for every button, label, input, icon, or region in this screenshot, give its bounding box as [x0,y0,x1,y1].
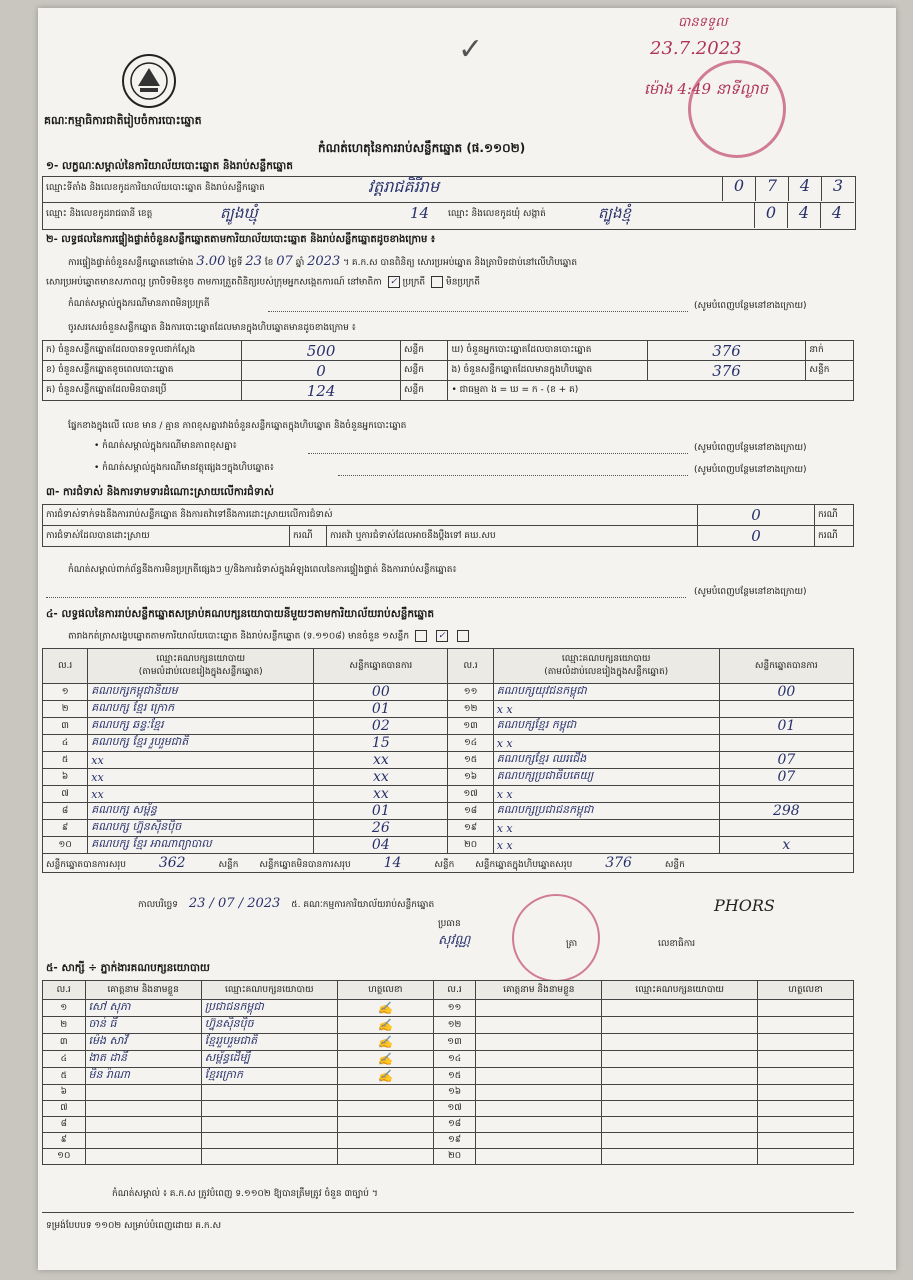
seal-line: សោរប្រអប់ឆ្នោតមានសភាពល្អ ត្រាបិទមិនខូច តាមការត្រួតពិនិត្យរបស់ក្រុមអ្នកសង្កេតការណ៍ នៅមាតិកា ✓ ប្រក្រតី មិនប្រក្រតី [46,277,480,288]
section2-heading: ២- លទ្ធផលនៃការផ្ទៀងផ្ទាត់ចំនួនសន្លឹកឆ្នោតតាមការិយាល័យបោះឆ្នោត និងរាប់សន្លឹកឆ្នោតដូចខាងក្រោម ៖ [46,234,436,245]
location-value: វត្តរាជគិរីរាម [368,177,440,196]
count-value: 124 [242,381,401,401]
row-number: ១០ [43,837,88,854]
footnote: កំណត់សម្គាល់ ៖ គ.ក.ស ត្រូវបំពេញ ទ.១១០២ ឱ្យបានត្រឹមត្រូវ ចំនួន ៣ច្បាប់ ។ [112,1189,378,1199]
count-unit: នាក់ [806,341,854,361]
table-row [43,718,854,735]
row-number: ១៨ [448,803,493,820]
fill-hint-3: (សូមបំពេញបន្ថែមនៅខាងក្រោយ) [694,465,807,475]
party-votes: 00 [314,684,448,701]
table-row [43,803,854,820]
witness-signature [337,1149,433,1165]
checkmark-icon: ✓ [458,32,484,67]
irregularity-note: កំណត់សម្គាល់ពាក់ព័ន្ធនឹងការមិនប្រក្រតីផ្សេងៗ ឬ/និងការជំទាស់ក្នុងអំឡុងពេលនៃការផ្ទៀងផ្ទាត់ និងការរាប់សន្លឹកឆ្នោត៖ [68,565,457,575]
row-number: ១៧ [448,786,493,803]
complaints-value: 0 [698,505,815,526]
row-number: ៦ [43,769,88,786]
party-votes [719,735,853,752]
total-invalid-value: 14 [383,854,402,871]
section5-heading: ៥- សាក្សី ÷ ភ្នាក់ងារគណបក្សនយោបាយ [46,962,210,974]
normal-checkbox[interactable]: ✓ [388,276,400,288]
witness-signature [337,1117,433,1133]
witness-name [85,1149,201,1165]
witness-signature [758,1017,854,1034]
complaints-table: ការជំទាស់ទាក់ទងនឹងការរាប់សន្លឹកឆ្នោត និងការតវ៉ាទៅនឹងការដោះស្រាយលើការជំទាស់ 0 ករណី ការជំទាស់ដែលបានដោះស្រាយ ករណី ការតវ៉ា ឬការជំទាស់ដែលអាចនឹងប្តឹងទៅ គឃ.សប 0 ករណី [42,504,854,547]
received-label: បានទទួល [678,15,728,30]
org-name: គណៈកម្មាធិការជាតិរៀបចំការបោះឆ្នោត [44,114,202,127]
row-number: ១៨ [433,1117,476,1133]
party-name: គណបក្ស ខ្មែរ ក្រោក [88,701,314,718]
row-number: ៤ [43,735,88,752]
witness-name [476,1101,602,1117]
witness-table: ល.រ គោត្តនាម និងនាមខ្លួន ឈ្មោះគណបក្សនយោបាយ ហត្ថលេខា ល.រ គោត្តនាម និងនាមខ្លួន ឈ្មោះគណបក្សនយោបាយ ហត្ថលេខា ១ សៅ សុភា ប្រជាជនកម្ពុជា ✍ ១១ ២ ចាន់ ធី ហ្វ៊ុនស៊ិនប៉ិច ✍ ១២ ៣ ម៉េង សាវី ខ្មែររួបរួមជាតិ ✍ ១៣ ៤ ងាត ដានី សម្ព័ន្ធដើម្បី ✍ ១៤ ៥ មិន រ៉ាណា ខ្មែរក្រោក ✍ ១៥ ៦ ១៦ ៧ ១៧ ៨ ១៨ ៩ ១៩ ១០ ២០ [42,980,854,1165]
date-line: កាលបរិច្ឆេទ 23 / 07 / 2023 ៥. គណៈកម្មការការិយាល័យរាប់សន្លឹកឆ្នោត [138,896,435,911]
row-number: ២ [43,701,88,718]
sheet-checkbox-3[interactable] [457,630,469,642]
party-votes: 00 [719,684,853,701]
party-votes: 26 [314,820,448,837]
row-number: ១៦ [448,769,493,786]
row-number: ១៣ [433,1034,476,1051]
witness-name: មិន រ៉ាណា [85,1068,201,1085]
witness-name [476,1000,602,1017]
witness-name [476,1051,602,1068]
witness-name [476,1017,602,1034]
province-value: ត្បូងឃ្មុំ [220,204,258,222]
witness-name: ចាន់ ធី [85,1017,201,1034]
verify-year: 2023 [307,254,341,269]
section1-heading: ១- លក្ខណៈសម្គាល់នៃការិយាល័យបោះឆ្នោត និងរាប់សន្លឹកឆ្នោត [46,160,293,172]
row-number: ១៦ [433,1085,476,1101]
party-votes: 01 [719,718,853,735]
section3-heading: ៣- ការជំទាស់ និងការទាមទារដំណោះស្រាយលើការជំទាស់ [46,486,274,498]
party-votes [719,701,853,718]
party-name: គណបក្ស ខ្មែរ​ អាណាព្យាបាល [88,837,314,854]
party-votes: 298 [719,803,853,820]
row-number: ១៤ [448,735,493,752]
witness-signature [758,1085,854,1101]
witness-name: ងាត ដានី [85,1051,201,1068]
witness-party: ខ្មែររួបរួមជាតិ [201,1034,337,1051]
party-name: គណបក្សខ្មែរ​ កម្ពុជា [493,718,719,735]
fill-hint-4: (សូមបំពេញបន្ថែមនៅខាងក្រោយ) [694,587,807,597]
party-name: x x [493,837,719,854]
fill-hint-1: (សូមបំពេញបន្ថែមនៅខាងក្រោយ) [694,301,807,311]
resolved-label: ការជំទាស់ដែលបានដោះស្រាយ [43,526,290,547]
party-name: គណបក្ស ហ្វ៊ុនស៊ិនប៉ិច [88,820,314,837]
witness-party [602,1068,758,1085]
table-row [43,1017,854,1034]
party-votes: 07 [719,752,853,769]
party-name: គណបក្ស ខ្មែរ រួបរួមជាតិ [88,735,314,752]
witness-party: សម្ព័ន្ធដើម្បី [201,1051,337,1068]
row-number: ២០ [448,837,493,854]
party-name: គណបក្សយុវជនកម្ពុជា [493,684,719,701]
form-page [38,8,896,1270]
party-name: គណបក្សប្រជាធិបតេយ្យ [493,769,719,786]
witness-signature: ✍ [337,1068,433,1085]
witness-party [602,1149,758,1165]
table-row [43,1034,854,1051]
verify-day: 23 [245,254,262,269]
witness-name: ម៉េង សាវី [85,1034,201,1051]
count-label: ក) ចំនួនសន្លឹកឆ្នោតដែលបានទទួលជាក់ស្តែង [43,341,242,361]
witness-name: សៅ សុភា [85,1000,201,1017]
witness-name [85,1117,201,1133]
chair-label: ប្រធាន [438,919,461,929]
witness-signature [758,1034,854,1051]
row-number: ៥ [43,1068,86,1085]
party-name: x x [493,735,719,752]
witness-party [201,1149,337,1165]
table-row [43,1051,854,1068]
appeal-value: 0 [698,526,815,547]
abnormal-note-label: កំណត់សម្គាល់ក្នុងករណីមានភាពមិនប្រក្រតី [68,299,210,309]
witness-signature [337,1085,433,1101]
row-number: ១៥ [433,1068,476,1085]
row-number: ១៩ [433,1133,476,1149]
witness-party [602,1051,758,1068]
row-number: ១២ [448,701,493,718]
row-number: ៣ [43,1034,86,1051]
witness-signature [337,1133,433,1149]
row-number: ១៩ [448,820,493,837]
party-votes: xx [314,769,448,786]
stamp-label: ត្រា [566,939,578,949]
party-votes [719,786,853,803]
objects-note-label: • កំណត់សម្គាល់ក្នុងករណីមានវត្ថុផ្សេងៗក្នុងហិបឆ្នោត៖ [94,463,274,473]
witness-name [476,1085,602,1101]
party-name: xx [88,769,314,786]
table-row [43,786,854,803]
table-row [43,837,854,854]
fill-hint-2: (សូមបំពេញបន្ថែមនៅខាងក្រោយ) [694,443,807,453]
count-value: 376 [647,361,806,381]
party-votes: 15 [314,735,448,752]
count-unit: សន្លឹក [400,341,448,361]
province-code: 14 [410,204,430,222]
count-value: 0 [242,361,401,381]
party-name: xx [88,786,314,803]
location-label: ឈ្មោះទីតាំង និងលេខកូដការិយាល័យបោះឆ្នោត និងរាប់សន្លឹកឆ្នោត [46,183,265,193]
party-name: គណបក្ស សម្ព័ន្ធ [88,803,314,820]
secretary-name: PHORS [714,896,775,915]
row-number: ៨ [43,803,88,820]
complaints-label: ការជំទាស់ទាក់ទងនឹងការរាប់សន្លឹកឆ្នោត និងការតវ៉ាទៅនឹងការដោះស្រាយលើការជំទាស់ [43,505,698,526]
party-votes: 07 [719,769,853,786]
count-row [43,341,854,361]
witness-name [476,1133,602,1149]
row-number: ២ [43,1017,86,1034]
witness-signature: ✍ [337,1051,433,1068]
row-number: ៩ [43,1133,86,1149]
witness-party [602,1085,758,1101]
appeal-label: ការតវ៉ា ឬការជំទាស់ដែលអាចនឹងប្តឹងទៅ គឃ.សប [327,526,698,547]
row-number: ៨ [43,1117,86,1133]
party-name: គណបក្ស ឆន្ទៈខ្មែរ [88,718,314,735]
count-label: គ) ចំនួនសន្លឹកឆ្នោតដែលមិនបានប្រើ [43,381,242,401]
witness-signature [758,1068,854,1085]
sheet-checkbox-2[interactable]: ✓ [436,630,448,642]
count-unit: សន្លឹក [806,361,854,381]
count-unit: សន្លឹក [400,381,448,401]
row-number: ២០ [433,1149,476,1165]
received-date: 23.7.2023 [650,38,742,59]
witness-party [602,1133,758,1149]
table-row [43,1117,854,1133]
party-results-table: ល.រ ឈ្មោះគណបក្សនយោបាយ (តាមលំដាប់លេខរៀងក្នុងសន្លឹកឆ្នោត) សន្លឹកឆ្នោតបានការ ល.រ ឈ្មោះគណបក្សនយោបាយ (តាមលំដាប់លេខរៀងក្នុងសន្លឹកឆ្នោត) សន្លឹកឆ្នោតបានការ ១ គណបក្សកម្ពុជានិយម 00 ១១ គណបក្សយុវជនកម្ពុជា 00 ២ គណបក្ស ខ្មែរ ក្រោក 01 ១២ x x ៣ គណបក្ស ឆន្ទៈខ្មែរ 02 ១៣ គណបក្សខ្មែរ​ កម្ពុជា 01 ៤ គណបក្ស ខ្មែរ រួបរួមជាតិ 15 ១៤ x x ៥ xx xx ១៥ គណបក្សខ្មែរ​ ឈរជើង 07 ៦ xx xx ១៦ គណបក្សប្រជាធិបតេយ្យ 07 ៧ xx xx ១៧ x x ៨ គណបក្ស សម្ព័ន្ធ 01 ១៨ គណបក្សប្រជាជនកម្ពុជា 298 ៩ គណបក្ស ហ្វ៊ុនស៊ិនប៉ិច 26 ១៩ x x ១០ គណបក្ស ខ្មែរ​ អាណាព្យាបាល 04 ២០ x x x សន្លឹកឆ្នោតបានការសរុប 362 សន្លឹក សន្លឹកឆ្នោតមិនបានការសរុប 14 សន្លឹក សន្លឹកឆ្នោតក្នុងហិបឆ្នោតសរុប 376 សន្លឹក [42,648,854,873]
table-row [43,1000,854,1017]
count-intro: ចូរសរសេរចំនួនសន្លឹកឆ្នោត និងការបោះឆ្នោតដែលមានក្នុងហិបឆ្នោតមានដូចខាងក្រោម ៖ [68,323,356,333]
table-row [43,769,854,786]
witness-name [85,1101,201,1117]
commune-value: ត្បូងខ្មុំ [598,204,632,222]
witness-signature [758,1133,854,1149]
party-votes: 01 [314,803,448,820]
witness-party [602,1017,758,1034]
party-votes: 02 [314,718,448,735]
row-number: ១៧ [433,1101,476,1117]
secretary-label: លេខាធិការ [658,939,696,949]
row-number: ៧ [43,1101,86,1117]
party-name: x x [493,786,719,803]
count-row [43,381,854,401]
diff-note-label: • កំណត់សម្គាល់ក្នុងករណីមានភាពខុសគ្នា៖ [94,441,237,451]
witness-party [602,1101,758,1117]
party-name: x x [493,701,719,718]
province-label: ឈ្មោះ និងលេខកូដរាជធានី ខេត្ត [46,209,153,219]
table-row [43,735,854,752]
witness-party [602,1117,758,1133]
official-stamp-icon [688,60,786,158]
verify-month: 07 [276,254,293,269]
witness-name [476,1034,602,1051]
table-row [43,752,854,769]
witness-party: ខ្មែរក្រោក [201,1068,337,1085]
row-number: ៥ [43,752,88,769]
witness-party [201,1101,337,1117]
row-number: ១ [43,684,88,701]
table-row [43,1149,854,1165]
witness-signature [758,1117,854,1133]
table-row [43,684,854,701]
commune-label: ឈ្មោះ និងលេខកូដឃុំ សង្កាត់ [448,209,546,219]
row-number: ៣ [43,718,88,735]
row-number: ១៥ [448,752,493,769]
formula-note: • ជាធម្មតា ង = ឃ = ក - (ខ + គ) [448,381,854,401]
witness-party: ហ្វ៊ុនស៊ិនប៉ិច [201,1017,337,1034]
ballot-count-table [42,340,854,401]
table-row [43,1133,854,1149]
witness-signature [758,1149,854,1165]
location-code: 0 7 4 3 [722,176,854,201]
party-name: x x [493,820,719,837]
witness-signature: ✍ [337,1000,433,1017]
abnormal-checkbox[interactable] [431,276,443,288]
row-number: ១ [43,1000,86,1017]
party-votes: xx [314,752,448,769]
row-number: ៤ [43,1051,86,1068]
table-row [43,820,854,837]
row-number: ១៤ [433,1051,476,1068]
party-votes: 01 [314,701,448,718]
witness-name [476,1117,602,1133]
witness-name [476,1068,602,1085]
nec-emblem-icon [120,52,178,110]
count-value: 376 [647,341,806,361]
form-footer: ទម្រង់បែបបទ ១១០២ សម្រាប់បំពេញដោយ គ.ក.ស [46,1221,222,1231]
witness-party [201,1085,337,1101]
table-row [43,701,854,718]
table-row [43,1101,854,1117]
witness-party: ប្រជាជនកម្ពុជា [201,1000,337,1017]
row-number: ៧ [43,786,88,803]
summary-sheet-line: តារាងកត់ត្រាសង្ខេបឆ្នោតតាមការិយាល័យបោះឆ្នោត និងរាប់សន្លឹកឆ្នោត (ទ.១១០៨) មានចំនួន ១សន្លឹក ✓ [68,630,472,644]
witness-name [85,1085,201,1101]
party-name: គណបក្សកម្ពុជានិយម [88,684,314,701]
sheet-checkbox-1[interactable] [415,630,427,642]
party-votes: x [719,837,853,854]
form-title: កំណត់ហេតុនៃការរាប់សន្លឹកឆ្នោត (ផ.១១០២) [318,141,526,155]
party-votes [719,820,853,837]
diff-line: ផ្នែកខាងក្នុងលើ លេខ មាន / គ្មាន ភាពខុសគ្នារវាងចំនួនសន្លឹកឆ្នោតក្នុងហិបឆ្នោត និងចំនួនអ្នកបោះឆ្នោត [68,421,407,431]
section4-heading: ៤- លទ្ធផលនៃការរាប់សន្លឹកឆ្នោតសម្រាប់គណបក្សនយោបាយនីមួយៗតាមការិយាល័យរាប់សន្លឹកឆ្នោត [46,608,435,620]
row-number: ១១ [433,1000,476,1017]
count-label: ឃ) ចំនួនអ្នកបោះឆ្នោតដែលបានបោះឆ្នោត [448,341,647,361]
witness-signature [758,1101,854,1117]
count-row [43,361,854,381]
total-valid-value: 362 [158,854,186,871]
total-box-value: 376 [605,854,632,871]
witness-signature [758,1000,854,1017]
witness-signature [758,1051,854,1068]
verify-line: ការផ្ទៀងផ្ទាត់ចំនួនសន្លឹកឆ្នោតនៅម៉ោង 3.00 ថ្ងៃទី 23 ខែ 07 ឆ្នាំ 2023 ។ គ.ក.ស បានពិនិត្យ សោរប្រអប់ឆ្នោត និងត្រាបិទជាប់នៅលើហិបឆ្នោត [68,254,578,269]
committee-stamp-icon [512,894,600,982]
row-number: ១១ [448,684,493,701]
witness-signature [337,1101,433,1117]
row-number: ៩ [43,820,88,837]
witness-name [85,1133,201,1149]
party-name: គណបក្សប្រជាជនកម្ពុជា [493,803,719,820]
witness-party [201,1133,337,1149]
party-votes: xx [314,786,448,803]
count-label: ង) ចំនួនសន្លឹកឆ្នោតដែលមានក្នុងហិបឆ្នោត [448,361,647,381]
witness-party [602,1000,758,1017]
count-label: ខ) ចំនួនសន្លឹកឆ្នោតខូចពេលបោះឆ្នោត [43,361,242,381]
table-row [43,1085,854,1101]
table-row [43,1068,854,1085]
witness-party [602,1034,758,1051]
witness-signature: ✍ [337,1017,433,1034]
sign-date: 23 / 07 / 2023 [188,896,281,911]
row-number: ៦ [43,1085,86,1101]
row-number: ១២ [433,1017,476,1034]
witness-name [476,1149,602,1165]
verify-time: 3.00 [196,254,226,269]
row-number: ១០ [43,1149,86,1165]
party-votes: 04 [314,837,448,854]
party-name: xx [88,752,314,769]
witness-party [201,1117,337,1133]
chair-signature: សុវណ្ណ [438,933,471,948]
witness-signature: ✍ [337,1034,433,1051]
party-name: គណបក្សខ្មែរ​ ឈរជើង [493,752,719,769]
row-number: ១៣ [448,718,493,735]
received-time: ម៉ោង 4:49 នាទីល្ងាច [644,80,769,98]
commune-code: 0 4 4 [754,203,853,228]
count-unit: សន្លឹក [400,361,448,381]
count-value: 500 [242,341,401,361]
